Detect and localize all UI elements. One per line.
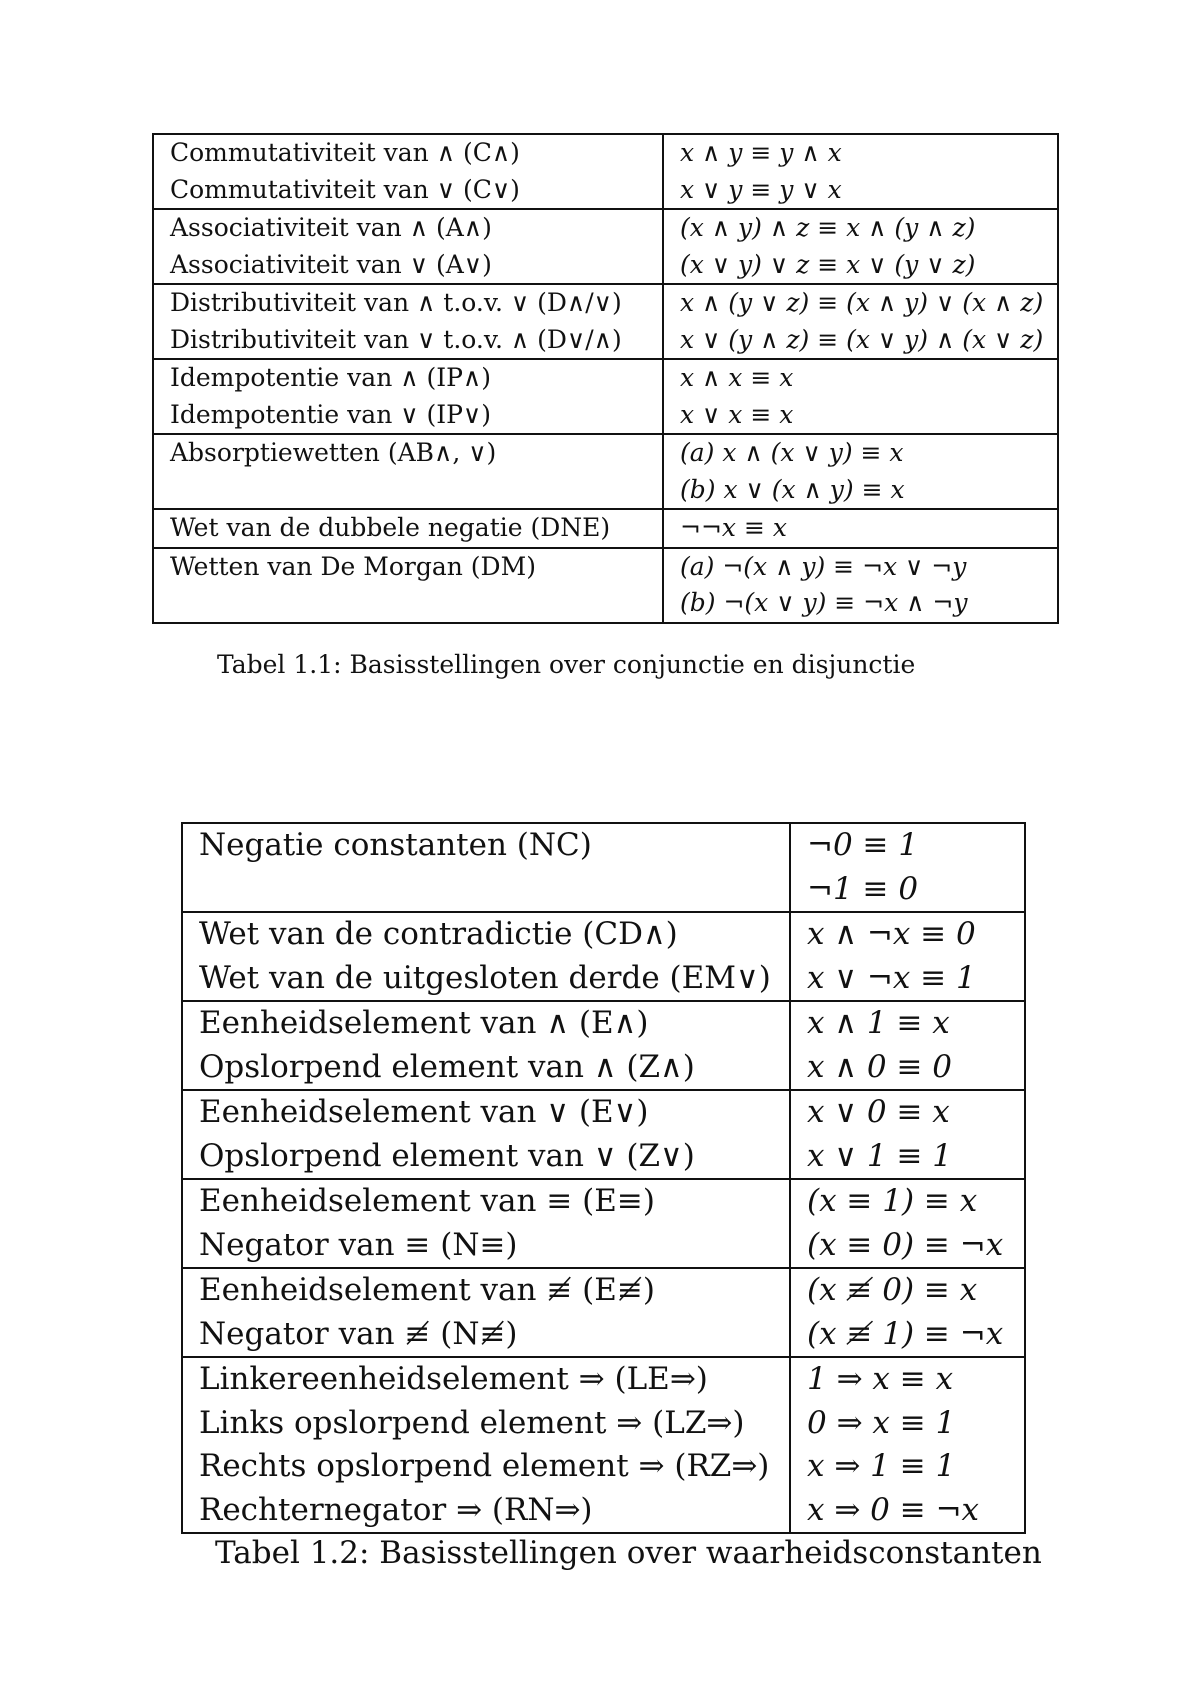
law-name: Wet van de uitgesloten derde (EM∨) (199, 959, 771, 996)
law-name-cell (153, 359, 663, 434)
law-name: Eenheidselement van ≢ (E≢) (199, 1272, 655, 1308)
formula: x ⇒ 1 ≡ 1 (807, 1448, 956, 1484)
table-row-group (153, 209, 1058, 284)
formula-cell (663, 284, 1058, 359)
law-name-cell (182, 1179, 790, 1268)
formula: ¬1 ≡ 0 (807, 870, 919, 907)
formula: x ⇒ 0 ≡ ¬x (807, 1491, 980, 1528)
law-name: Negator van ≢ (N≢) (199, 1315, 518, 1352)
law-name: Commutativiteit van ∧ (C∧) (170, 138, 520, 167)
table-basic-laws-conjunction-disjunction (152, 133, 1059, 624)
table-row-group (153, 509, 1058, 548)
formula-cell (790, 823, 1025, 912)
law-name-cell (182, 912, 790, 1001)
formula: (b) ¬(x ∨ y) ≡ ¬x ∧ ¬y (680, 588, 968, 617)
law-name: Links opslorpend element ⇒ (LZ⇒) (199, 1404, 745, 1441)
table-row (182, 1357, 1025, 1533)
law-name: Idempotentie van ∧ (IP∧) (170, 363, 491, 392)
law-name-cell (182, 1090, 790, 1179)
law-name: Rechts opslorpend element ⇒ (RZ⇒) (199, 1448, 770, 1484)
law-name: Distributiviteit van ∧ t.o.v. ∨ (D∧/∨) (170, 288, 622, 317)
table-row-group (182, 823, 1025, 912)
law-name: Rechternegator ⇒ (RN⇒) (199, 1491, 593, 1528)
law-name: Wet van de dubbele negatie (DNE) (170, 513, 611, 542)
table-row (182, 823, 1025, 912)
law-name: Linkereenheidselement ⇒ (LE⇒) (199, 1361, 708, 1397)
table-row-group (153, 134, 1058, 209)
formula: x ∧ 1 ≡ x (807, 1005, 950, 1041)
law-name-cell (153, 284, 663, 359)
formula: 1 ⇒ x ≡ x (807, 1361, 954, 1397)
formula: (b) x ∨ (x ∧ y) ≡ x (680, 474, 905, 504)
law-name-cell (153, 509, 663, 548)
table-row-group (182, 1357, 1025, 1533)
table-row (153, 359, 1058, 434)
formula: x ∧ x ≡ x (680, 363, 794, 392)
formula: (x ≢ 0) ≡ x (807, 1272, 978, 1308)
table-row-group (153, 359, 1058, 434)
law-name: Eenheidselement van ∧ (E∧) (199, 1005, 649, 1041)
formula-cell (790, 1357, 1025, 1533)
formula: x ∨ x ≡ x (680, 399, 794, 429)
law-name: Wet van de contradictie (CD∧) (199, 916, 678, 952)
table-row-group (153, 284, 1058, 359)
law-name: Associativiteit van ∨ (A∨) (170, 249, 492, 279)
formula-cell (663, 134, 1058, 209)
table-row-group (182, 1268, 1025, 1357)
formula: (x ≢ 1) ≡ ¬x (807, 1315, 1004, 1352)
formula: (x ∧ y) ∧ z ≡ x ∧ (y ∧ z) (680, 213, 976, 242)
table-row-group (153, 434, 1058, 509)
table-row (182, 1090, 1025, 1179)
formula-cell (663, 359, 1058, 434)
law-name: Associativiteit van ∧ (A∧) (170, 213, 492, 242)
formula-cell (790, 912, 1025, 1001)
formula-cell (663, 209, 1058, 284)
formula: x ∨ ¬x ≡ 1 (807, 959, 976, 996)
law-name: Idempotentie van ∨ (IP∨) (170, 399, 491, 429)
formula: x ∨ (y ∧ z) ≡ (x ∨ y) ∧ (x ∨ z) (680, 324, 1044, 354)
table-row (153, 284, 1058, 359)
table-row (153, 134, 1058, 209)
formula: ¬0 ≡ 1 (807, 827, 919, 863)
formula: x ∧ y ≡ y ∧ x (680, 138, 842, 167)
law-name: Commutativiteit van ∨ (C∨) (170, 174, 520, 204)
formula: (a) x ∧ (x ∨ y) ≡ x (680, 438, 904, 467)
law-name: Distributiviteit van ∨ t.o.v. ∧ (D∨/∧) (170, 324, 622, 354)
formula: x ∨ 1 ≡ 1 (807, 1137, 953, 1174)
law-name: Negator van ≡ (N≡) (199, 1226, 518, 1263)
formula: x ∧ (y ∨ z) ≡ (x ∧ y) ∨ (x ∧ z) (680, 288, 1044, 317)
formula: x ∧ ¬x ≡ 0 (807, 916, 976, 952)
formula: (a) ¬(x ∧ y) ≡ ¬x ∨ ¬y (680, 551, 967, 581)
law-name-cell (153, 434, 663, 509)
table-row-group (182, 1179, 1025, 1268)
law-name-cell (153, 209, 663, 284)
formula: (x ∨ y) ∨ z ≡ x ∨ (y ∨ z) (680, 249, 976, 279)
law-name-cell (182, 1268, 790, 1357)
formula-cell (790, 1090, 1025, 1179)
formula: (x ≡ 0) ≡ ¬x (807, 1226, 1004, 1263)
table-row (182, 912, 1025, 1001)
table-row-group (182, 1090, 1025, 1179)
formula-cell (790, 1179, 1025, 1268)
formula-cell (790, 1001, 1025, 1090)
law-name-cell (153, 134, 663, 209)
table-basic-laws-truth-constants (181, 822, 1026, 1534)
law-name: Eenheidselement van ∨ (E∨) (199, 1094, 649, 1130)
formula: 0 ⇒ x ≡ 1 (807, 1404, 956, 1441)
law-name: Wetten van De Morgan (DM) (170, 551, 536, 581)
formula-cell (790, 1268, 1025, 1357)
law-name-cell (182, 823, 790, 912)
table-row (182, 1001, 1025, 1090)
table-row (153, 548, 1058, 623)
law-name: Opslorpend element van ∨ (Z∨) (199, 1137, 695, 1174)
law-name-cell (153, 548, 663, 623)
formula-cell (663, 434, 1058, 509)
table-row-group (182, 912, 1025, 1001)
formula-cell (663, 548, 1058, 623)
table-row-group (182, 1001, 1025, 1090)
law-name-cell (182, 1357, 790, 1533)
law-name-cell (182, 1001, 790, 1090)
law-name: Absorptiewetten (AB∧, ∨) (170, 438, 497, 467)
law-name: Opslorpend element van ∧ (Z∧) (199, 1048, 695, 1085)
table-row-group (153, 548, 1058, 623)
table-row (153, 434, 1058, 509)
formula: x ∨ y ≡ y ∨ x (680, 174, 842, 204)
formula: x ∧ 0 ≡ 0 (807, 1048, 953, 1085)
table-row (153, 209, 1058, 284)
law-name: Eenheidselement van ≡ (E≡) (199, 1183, 655, 1219)
table-row (153, 509, 1058, 548)
law-name: Negatie constanten (NC) (199, 827, 592, 863)
formula: x ∨ 0 ≡ x (807, 1094, 950, 1130)
table-caption: Tabel 1.2: Basisstellingen over waarheidsconstanten (215, 1535, 1042, 1571)
table-row (182, 1179, 1025, 1268)
formula: ¬¬x ≡ x (680, 513, 787, 542)
formula-cell (663, 509, 1058, 548)
table-caption: Tabel 1.1: Basisstellingen over conjunctie en disjunctie (217, 650, 916, 679)
formula: (x ≡ 1) ≡ x (807, 1183, 978, 1219)
table-row (182, 1268, 1025, 1357)
